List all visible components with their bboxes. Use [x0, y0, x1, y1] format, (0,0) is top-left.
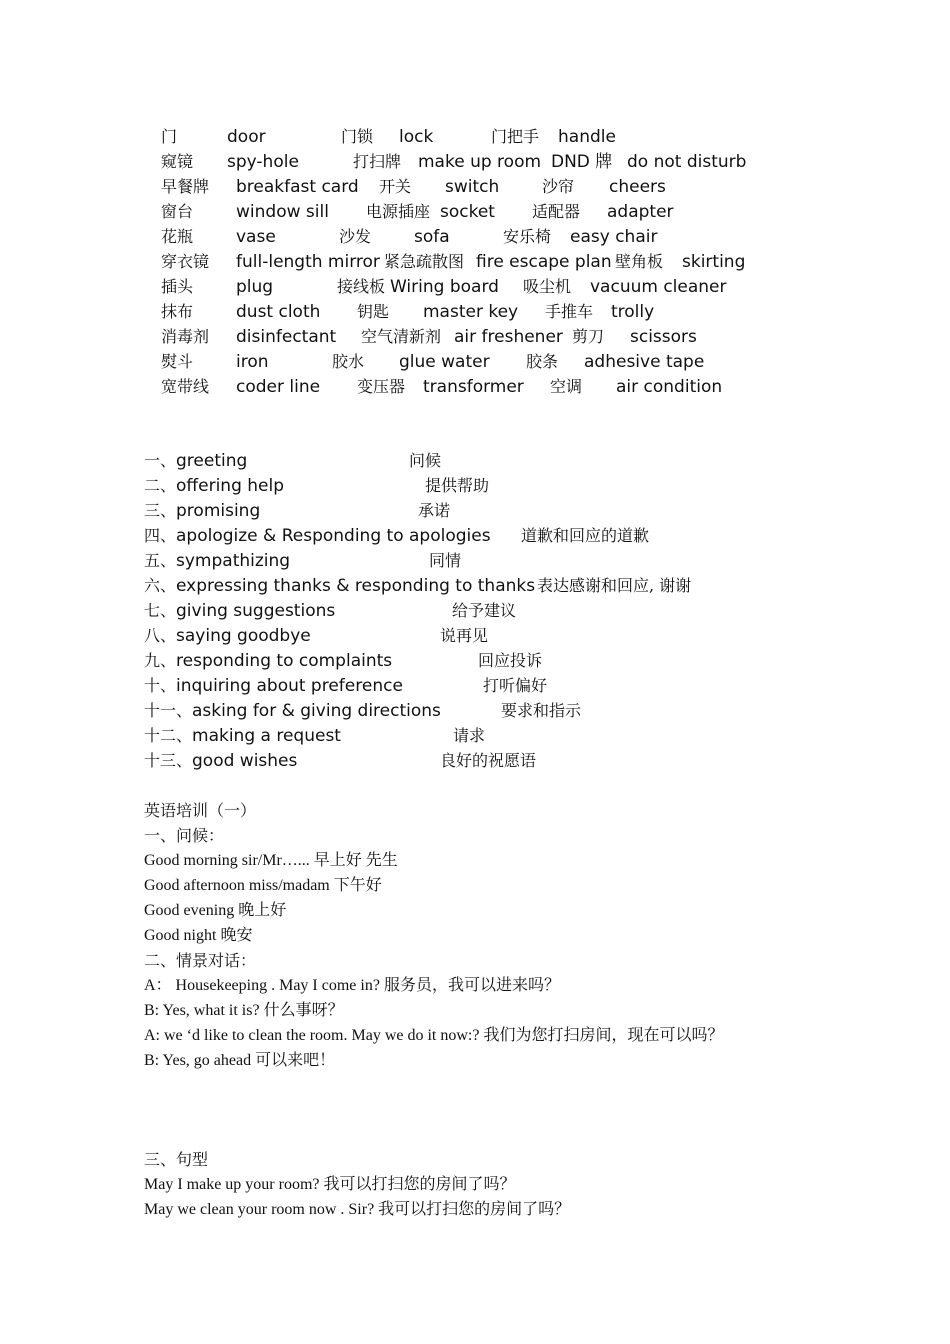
dialogue-line: B: Yes, what it is? 什么事呀？	[144, 1002, 344, 1019]
greeting-line: Good morning sir/Mr…... 早上好 先生	[144, 852, 398, 869]
vocab-zh: 开关	[379, 177, 412, 196]
vocab-zh: 插头	[161, 277, 194, 296]
vocab-zh: 安乐椅	[503, 227, 552, 246]
vocab-zh: 窥镜	[161, 152, 194, 171]
vocab-zh: 接线板	[337, 277, 386, 296]
greeting-heading: 一、问候：	[144, 826, 225, 845]
topic-item	[144, 628, 311, 645]
topic-number: 八、	[144, 626, 177, 645]
vocab-en: scissors	[630, 327, 697, 347]
vocab-zh: 电源插座	[366, 202, 431, 221]
vocab-en: transformer	[423, 377, 524, 397]
topic-english: inquiring about preference	[176, 676, 403, 696]
vocab-zh: 变压器	[357, 377, 406, 396]
vocab-en: do not disturb	[627, 152, 747, 172]
topic-english: offering help	[176, 476, 285, 496]
vocab-zh: 打扫牌	[353, 152, 402, 171]
topic-english: giving suggestions	[176, 601, 336, 621]
greeting-line: Good afternoon miss/madam 下午好	[144, 877, 382, 894]
topic-number: 十、	[144, 676, 177, 695]
vocab-en: vacuum cleaner	[590, 277, 727, 297]
topic-number: 九、	[144, 651, 177, 670]
topic-item	[144, 678, 403, 695]
topic-chinese: 表达感谢和回应, 谢谢	[537, 576, 692, 595]
topic-number: 七、	[144, 601, 177, 620]
topic-item	[144, 703, 441, 720]
topic-number: 四、	[144, 526, 177, 545]
vocab-en: handle	[558, 127, 616, 147]
vocab-zh: 熨斗	[161, 352, 194, 371]
topic-item	[144, 503, 260, 520]
topic-number: 二、	[144, 476, 177, 495]
vocab-zh: 穿衣镜	[161, 252, 210, 271]
topic-number: 十一、	[144, 701, 193, 720]
vocab-zh: 适配器	[532, 202, 581, 221]
topic-item	[144, 603, 335, 620]
topic-chinese: 问候	[409, 451, 442, 470]
topic-english: apologize & Responding to apologies	[176, 526, 491, 546]
pattern-line: May I make up your room? 我可以打扫您的房间了吗？	[144, 1176, 516, 1193]
vocab-en: cheers	[609, 177, 666, 197]
greeting-line: Good evening 晚上好	[144, 902, 287, 919]
vocab-zh: 胶条	[526, 352, 559, 371]
vocab-zh: 消毒剂	[161, 327, 210, 346]
vocab-en: breakfast card	[236, 177, 359, 197]
topic-item	[144, 453, 247, 470]
topic-english: greeting	[176, 451, 248, 471]
vocab-zh: 壁角板	[615, 252, 664, 271]
vocab-zh: 门把手	[491, 127, 540, 146]
vocab-zh: 花瓶	[161, 227, 194, 246]
topic-english: expressing thanks & responding to thanks	[176, 576, 536, 596]
topic-item	[144, 553, 290, 570]
greeting-line: Good night 晚安	[144, 927, 253, 944]
vocab-en: dust cloth	[236, 302, 321, 322]
vocab-en: easy chair	[570, 227, 658, 247]
vocab-en: full-length mirror	[236, 252, 380, 272]
vocab-en: window sill	[236, 202, 329, 222]
vocab-en: air freshener	[454, 327, 563, 347]
vocab-en: switch	[445, 177, 500, 197]
vocab-en: door	[227, 127, 266, 147]
topic-english: saying goodbye	[176, 626, 311, 646]
topic-item	[144, 478, 284, 495]
topic-number: 十二、	[144, 726, 193, 745]
vocab-en: vase	[236, 227, 276, 247]
topic-chinese: 回应投诉	[478, 651, 543, 670]
vocab-en: socket	[440, 202, 495, 222]
vocab-zh: 早餐牌	[161, 177, 210, 196]
topic-chinese: 同情	[429, 551, 462, 570]
topic-chinese: 承诺	[418, 501, 451, 520]
vocab-en: coder line	[236, 377, 321, 397]
vocab-zh: 钥匙	[357, 302, 390, 321]
topic-chinese: 提供帮助	[425, 476, 490, 495]
topic-chinese: 请求	[453, 726, 486, 745]
vocab-en: iron	[236, 352, 269, 372]
vocab-zh: DND 牌	[551, 152, 613, 172]
vocab-zh: 门	[161, 127, 178, 146]
topic-number: 十三、	[144, 751, 193, 770]
vocab-en: skirting	[682, 252, 746, 272]
vocab-en: sofa	[414, 227, 450, 247]
vocab-zh: 胶水	[332, 352, 365, 371]
topic-item	[144, 753, 297, 770]
vocab-en: master key	[423, 302, 519, 322]
vocab-zh: 抹布	[161, 302, 194, 321]
topic-chinese: 说再见	[440, 626, 489, 645]
dialogue-line: B: Yes, go ahead 可以来吧！	[144, 1052, 336, 1069]
topic-english: making a request	[192, 726, 341, 746]
topic-english: promising	[176, 501, 261, 521]
vocab-zh: 门锁	[341, 127, 374, 146]
pattern-line: May we clean your room now . Sir? 我可以打扫您的房间了吗？	[144, 1201, 571, 1218]
vocab-en: air condition	[616, 377, 723, 397]
vocab-zh: 窗台	[161, 202, 194, 221]
vocab-en: plug	[236, 277, 274, 297]
topic-number: 三、	[144, 501, 177, 520]
vocab-zh: 沙帘	[542, 177, 575, 196]
topic-english: good wishes	[192, 751, 298, 771]
dialogue-line: A： Housekeeping . May I come in? 服务员，我可以进来吗？	[144, 977, 560, 994]
vocab-en: lock	[399, 127, 434, 147]
topic-english: asking for & giving directions	[192, 701, 441, 721]
topic-chinese: 打听偏好	[483, 676, 548, 695]
vocab-zh: 空调	[550, 377, 583, 396]
vocab-en: make up room	[418, 152, 542, 172]
topic-item	[144, 728, 341, 745]
vocab-en: spy-hole	[227, 152, 299, 172]
vocab-zh: 吸尘机	[523, 277, 572, 296]
topic-item	[144, 653, 392, 670]
dialogue-heading: 二、情景对话：	[144, 951, 257, 970]
patterns-heading: 三、句型	[144, 1150, 209, 1169]
vocab-zh: 剪刀	[572, 327, 605, 346]
topic-chinese: 道歉和回应的道歉	[521, 526, 650, 545]
vocab-en: adapter	[607, 202, 674, 222]
vocab-zh: 手推车	[545, 302, 594, 321]
vocab-en: trolly	[611, 302, 655, 322]
training-title: 英语培训（一）	[144, 801, 257, 820]
topic-number: 六、	[144, 576, 177, 595]
vocab-en: Wiring board	[390, 277, 499, 297]
topic-number: 一、	[144, 451, 177, 470]
topic-english: sympathizing	[176, 551, 291, 571]
vocab-zh: 沙发	[339, 227, 372, 246]
topic-number: 五、	[144, 551, 177, 570]
vocab-en: fire escape plan	[476, 252, 612, 272]
vocab-en: disinfectant	[236, 327, 337, 347]
vocab-en: adhesive tape	[584, 352, 705, 372]
topic-item	[144, 578, 535, 595]
topic-chinese: 给予建议	[452, 601, 517, 620]
vocab-en: glue water	[399, 352, 490, 372]
topic-chinese: 要求和指示	[501, 701, 582, 720]
vocab-zh: 空气清新剂	[361, 327, 442, 346]
dialogue-line: A: we ‘d like to clean the room. May we do it now:? 我们为您打扫房间，现在可以吗？	[144, 1027, 724, 1044]
vocab-zh: 宽带线	[161, 377, 210, 396]
topic-chinese: 良好的祝愿语	[440, 751, 537, 770]
topic-item	[144, 528, 491, 545]
topic-english: responding to complaints	[176, 651, 393, 671]
vocab-zh: 紧急疏散图	[384, 252, 465, 271]
